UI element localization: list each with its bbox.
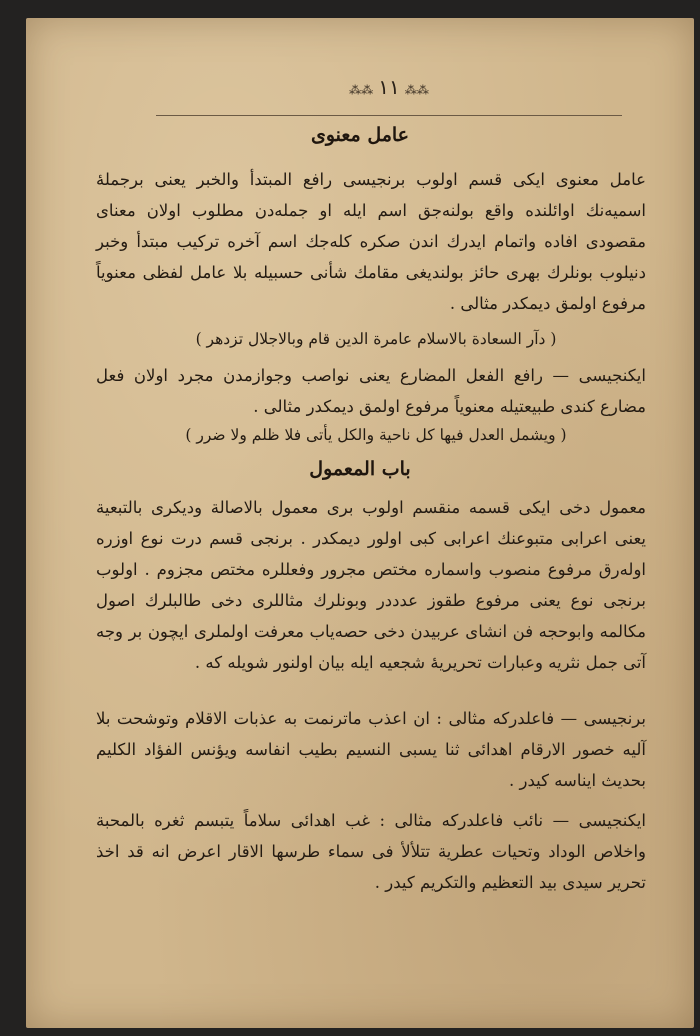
page-header <box>156 72 622 112</box>
book-page <box>26 18 694 1028</box>
ornament-left: ⁂⁂ <box>349 83 374 97</box>
paragraph-1: عامل معنوى ايكى قسم اولوب برنجيسى رافع المبتدأ والخبر يعنى برجملهٔ اسميه‌نك اوائلنده واقع بولنه‌جق اسم ايله او جمله‌دن مطلوب اولان معناى مقصودى افاده واتمام ايدرك اندن صكره كله‌جك اسم آخره تركيب مبتدأ وخبر دنيلوب بونلرك بهرى حائز بولنديغى مقامك شأنى حسبيله بلا عامل لفظى معنوياً مرفوع اولمق ديمكدر مثالى . <box>96 170 646 313</box>
section-title-amil-manevi: عامل معنوى <box>310 124 410 146</box>
paragraph-2: ايكنجيسى — رافع الفعل المضارع يعنى نواصب وجوازمدن مجرد اولان فعل مضارع كندى طبيعتيله معنوياً مرفوع اولمق ديمكدر مثالى . <box>96 366 646 416</box>
example-verse-2: ( ويشمل العدل فيها كل ناحية والكل يأتى فلا ظلم ولا ضرر ) <box>185 426 567 444</box>
header-rule <box>156 115 622 116</box>
paragraph-5: ايكنجيسى — نائب فاعلدركه مثالى : غب اهدائى سلاماً يتبسم ثغره بالمحبة واخلاص الوداد وتحيات عطرية تتلألأ فى سماء طرسها الاقار اعرض انه قد اخذ تحرير سيدى بيد التعظيم والتكريم كيدر . <box>96 811 646 892</box>
paragraph-3: معمول دخى ايكى قسمه منقسم اولوب برى معمول بالاصالة وديكرى بالتبعية يعنى اعرابى متبوعنك اعرابى كبى اولور ديمكدر . برنجى قسم درت نوع اوزره اوله‌رق مرفوع منصوب واسماره مختص مجرور وفعللره مختص مجزوم . اولوب برنجى نوع يعنى مرفوع طقوز عدددر وبونلرك مثاللرى دخى طالبلرك اصول مكالمه وابوحجه فن انشاى عربيدن دخى حصه‌ياب معرفت اولملرى ايچون بر وجه آتى جمل نثريه وعبارات تحريريهٔ شجعيه ايله بيان اولنور شويله كه . <box>96 498 646 672</box>
example-verse-1: ( دآر السعادة بالاسلام عامرة الدين قام وبالاجلال تزدهر ) <box>195 330 557 348</box>
section-title-bab-al-mamul: باب المعمول <box>309 458 411 480</box>
paragraph-4: برنجيسى — فاعلدركه مثالى : ان اعذب ماترنمت به عذبات الاقلام وتوشحت بلا آليه خصور الارقام اهدائى ثنا يسبى النسيم بطيب انفاسه ويؤنس الفؤاد الكليم بحديث ايناسه كيدر . <box>96 709 646 790</box>
page-number: ١١ <box>378 75 400 99</box>
ornament-right: ⁂⁂ <box>404 83 429 97</box>
